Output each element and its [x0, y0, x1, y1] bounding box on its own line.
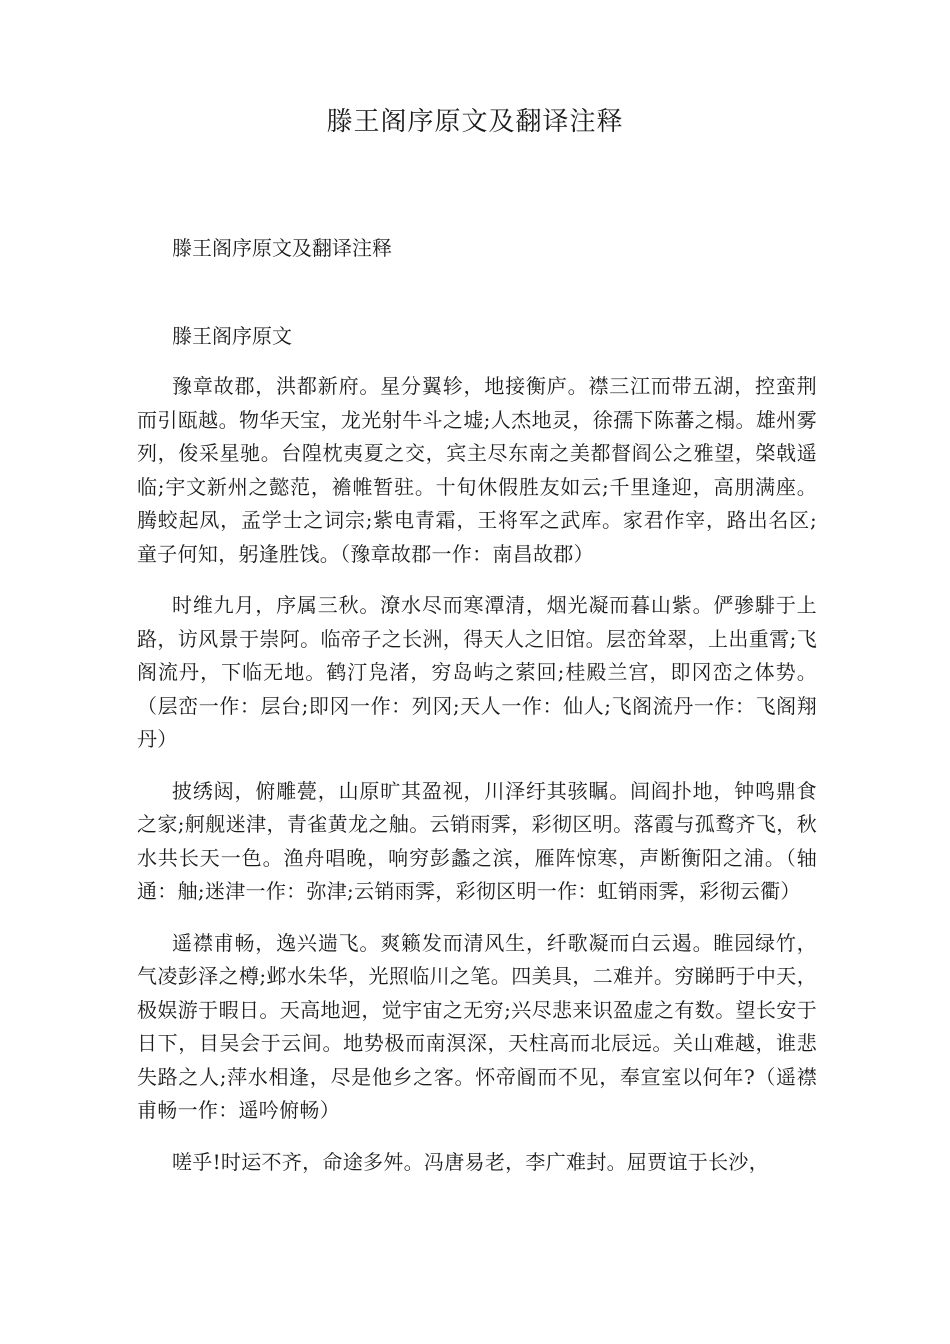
paragraph-3: 披绣闼，俯雕甍，山原旷其盈视，川泽纡其骇瞩。闾阎扑地，钟鸣鼎食之家;舸舰迷津，青雀黄龙之舳。云销雨霁，彩彻区明。落霞与孤鹜齐飞，秋水共长天一色。渔舟唱晚，响穷彭蠡之滨，雁阵惊寒，声断衡阳之浦。（轴通：舳;迷津一作：弥津;云销雨霁，彩彻区明一作：虹销雨霁，彩彻云衢）	[137, 778, 817, 903]
page-title: 滕王阁序原文及翻译注释	[326, 107, 624, 137]
document-subheading: 滕王阁序原文及翻译注释	[172, 236, 392, 260]
section-heading: 滕王阁序原文	[172, 324, 292, 348]
paragraph-5: 嗟乎!时运不齐，命途多舛。冯唐易老，李广难封。屈贾谊于长沙，	[172, 1149, 770, 1174]
paragraph-1: 豫章故郡，洪都新府。星分翼轸，地接衡庐。襟三江而带五湖，控蛮荆而引瓯越。物华天宝，龙光射牛斗之墟;人杰地灵，徐孺下陈蕃之榻。雄州雾列，俊采星驰。台隍枕夷夏之交，宾主尽东南之美都督阎公之雅望，棨戟遥临;宇文新州之懿范，襜帷暂驻。十旬休假胜友如云;千里逢迎，高朋满座。腾蛟起凤，孟学士之词宗;紫电青霜，王将军之武库。家君作宰，路出名区;童子何知，躬逢胜饯。（豫章故郡一作：南昌故郡）	[137, 374, 817, 566]
paragraph-2: 时维九月，序属三秋。潦水尽而寒潭清，烟光凝而暮山紫。俨骖騑于上路，访风景于崇阿。临帝子之长洲，得天人之旧馆。层峦耸翠，上出重霄;飞阁流丹，下临无地。鹤汀凫渚，穷岛屿之萦回;桂殿兰宫，即冈峦之体势。（层峦一作：层台;即冈一作：列冈;天人一作：仙人;飞阁流丹一作：飞阁翔丹）	[137, 593, 817, 751]
body-text	[137, 370, 817, 1197]
paragraph-4: 遥襟甫畅，逸兴遄飞。爽籁发而清风生，纤歌凝而白云遏。睢园绿竹，气凌彭泽之樽;邺水朱华，光照临川之笔。四美具，二难并。穷睇眄于中天，极娱游于暇日。天高地迥，觉宇宙之无穷;兴尽悲来识盈虚之有数。望长安于日下，目吴会于云间。地势极而南溟深，天柱高而北辰远。关山难越，谁悲失路之人;萍水相逢，尽是他乡之客。怀帝阍而不见，奉宣室以何年?（遥襟甫畅一作：遥吟俯畅）	[137, 930, 817, 1122]
